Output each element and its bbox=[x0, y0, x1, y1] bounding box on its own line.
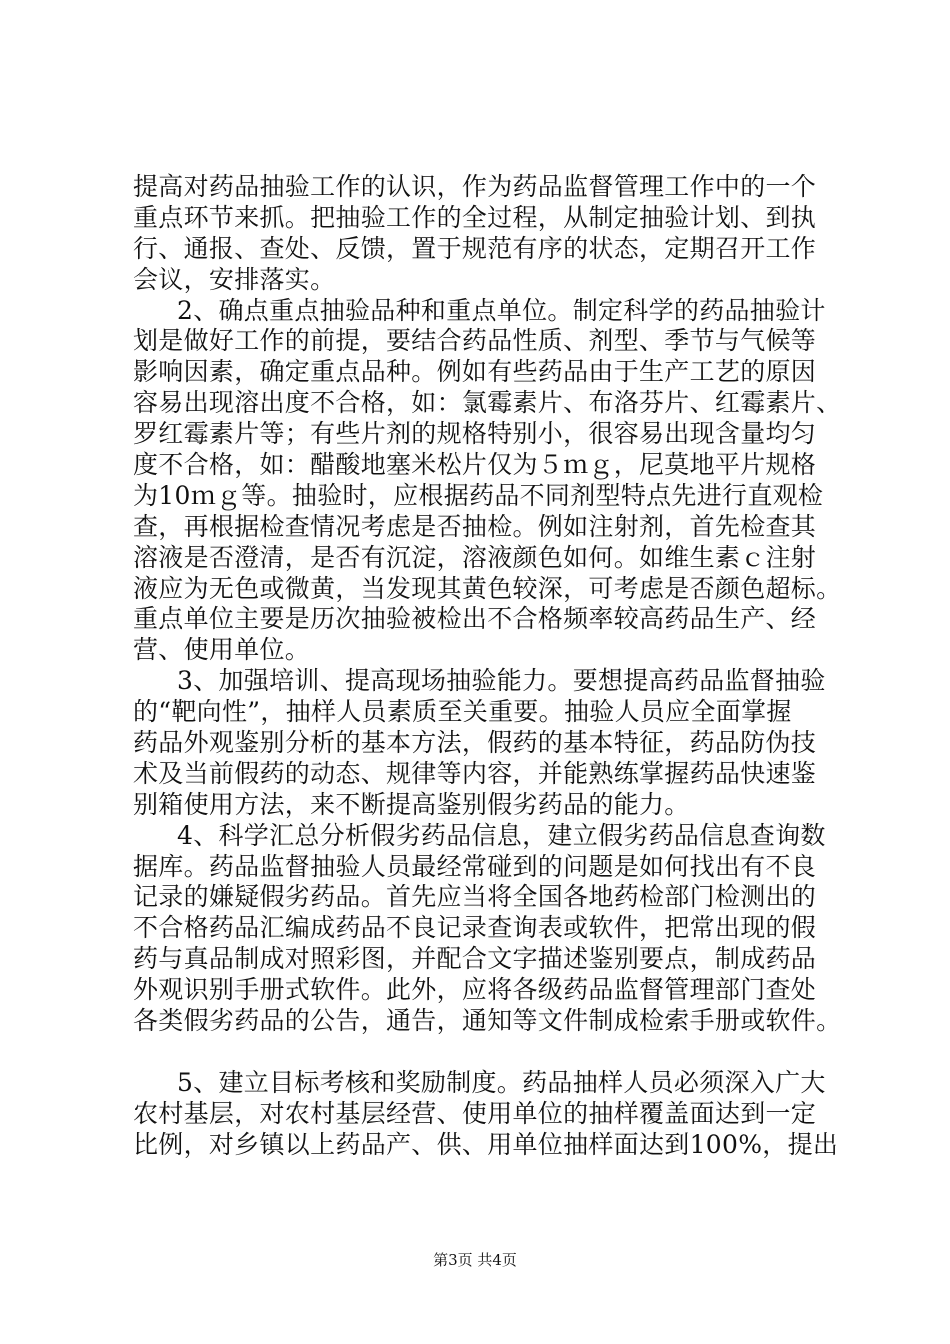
text-line: 的“靶向性”，抽样人员素质至关重要。抽验人员应全面掌握 bbox=[133, 697, 792, 727]
text-line: 重点单位主要是历次抽验被检出不合格频率较高药品生产、经 bbox=[133, 604, 817, 634]
text-line: 农村基层，对农村基层经营、使用单位的抽样覆盖面达到一定 bbox=[133, 1098, 817, 1128]
text-line: 重点环节来抓。把抽验工作的全过程，从制定抽验计划、到执 bbox=[133, 202, 817, 232]
text-line: 据库。药品监督抽验人员最经常碰到的问题是如何找出有不良 bbox=[133, 851, 817, 881]
paragraph bbox=[133, 666, 843, 820]
text-line: 溶液是否澄清，是否有沉淀，溶液颜色如何。如维生素ｃ注射 bbox=[133, 542, 817, 572]
text-line: 影响因素，确定重点品种。例如有些药品由于生产工艺的原因 bbox=[133, 357, 817, 387]
text-line: 液应为无色或微黄，当发现其黄色较深，可考虑是否颜色超标。 bbox=[133, 573, 842, 603]
text-line: 4、科学汇总分析假劣药品信息，建立假劣药品信息查询数 bbox=[177, 820, 826, 850]
text-line: 会议，安排落实。 bbox=[133, 264, 336, 294]
paragraph-spacer bbox=[133, 1037, 843, 1068]
text-line: 3、加强培训、提高现场抽验能力。要想提高药品监督抽验 bbox=[177, 666, 826, 696]
text-line: 术及当前假药的动态、规律等内容，并能熟练掌握药品快速鉴 bbox=[133, 758, 817, 788]
text-line: 记录的嫌疑假劣药品。首先应当将全国各地药检部门检测出的 bbox=[133, 882, 817, 912]
paragraph bbox=[133, 296, 843, 667]
text-line: 不合格药品汇编成药品不良记录查询表或软件，把常出现的假 bbox=[133, 913, 817, 943]
text-line: 比例，对乡镇以上药品产、供、用单位抽样面达到100%，提出 bbox=[133, 1129, 839, 1159]
text-line: 划是做好工作的前提，要结合药品性质、剂型、季节与气候等 bbox=[133, 326, 817, 356]
text-line: 药与真品制成对照彩图，并配合文字描述鉴别要点，制成药品 bbox=[133, 944, 817, 974]
document-body bbox=[133, 172, 843, 1161]
paragraph bbox=[133, 1068, 843, 1161]
text-line: 行、通报、查处、反馈，置于规范有序的状态，定期召开工作 bbox=[133, 233, 817, 263]
text-line: 2、确点重点抽验品种和重点单位。制定科学的药品抽验计 bbox=[177, 295, 826, 325]
page-number: 第3页 共4页 bbox=[433, 1251, 517, 1269]
text-line: 容易出现溶出度不合格，如：氯霉素片、布洛芬片、红霉素片、 bbox=[133, 388, 842, 418]
text-line: 药品外观鉴别分析的基本方法，假药的基本特征，药品防伪技 bbox=[133, 728, 817, 758]
text-line: 别箱使用方法，来不断提高鉴别假劣药品的能力。 bbox=[133, 789, 690, 819]
text-line: 为10ｍｇ等。抽验时，应根据药品不同剂型特点先进行直观检 bbox=[133, 480, 824, 510]
text-line: 外观识别手册式软件。此外，应将各级药品监督管理部门查处 bbox=[133, 975, 817, 1005]
paragraph bbox=[133, 172, 843, 296]
text-line: 查，再根据检查情况考虑是否抽检。例如注射剂，首先检查其 bbox=[133, 511, 817, 541]
text-line: 各类假劣药品的公告，通告，通知等文件制成检索手册或软件。 bbox=[133, 1006, 842, 1036]
text-line: 度不合格，如：醋酸地塞米松片仅为５ｍｇ，尼莫地平片规格 bbox=[133, 450, 817, 480]
text-line: 提高对药品抽验工作的认识，作为药品监督管理工作中的一个 bbox=[133, 172, 817, 201]
paragraph bbox=[133, 821, 843, 1037]
text-line: 5、建立目标考核和奖励制度。药品抽样人员必须深入广大 bbox=[177, 1067, 826, 1097]
text-line: 罗红霉素片等；有些片剂的规格特别小，很容易出现含量均匀 bbox=[133, 419, 817, 449]
text-line: 营、使用单位。 bbox=[133, 635, 311, 665]
